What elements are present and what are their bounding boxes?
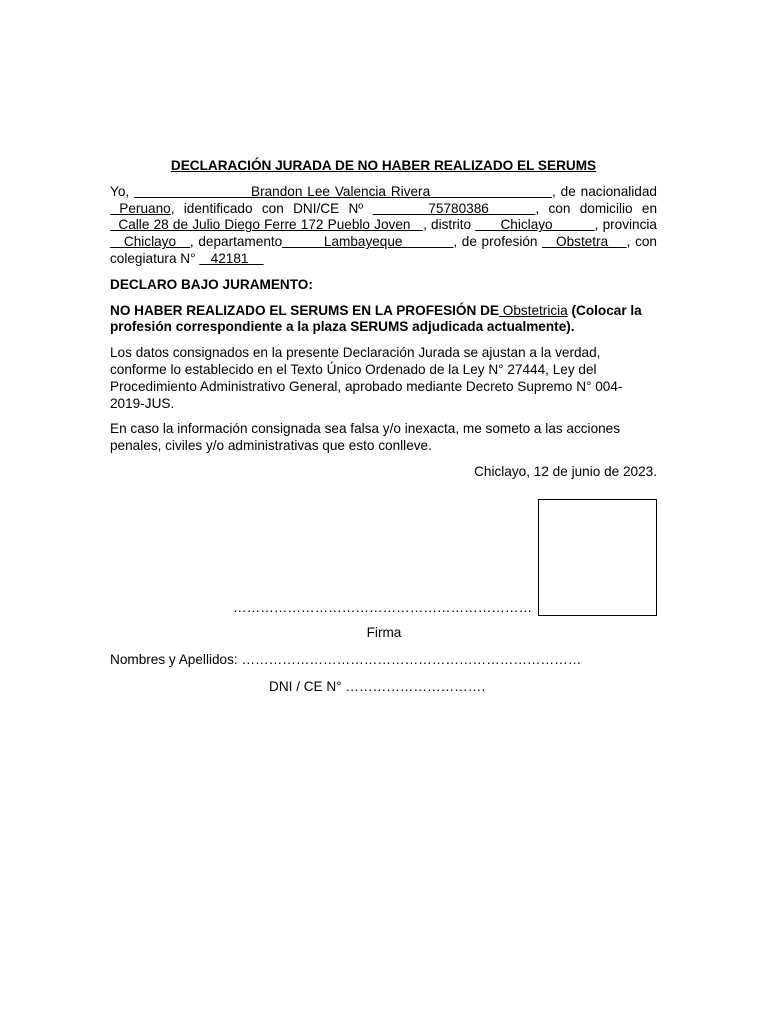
no-haber-profession-field: Obstetricia	[498, 302, 568, 318]
name-field: Brandon Lee Valencia Rivera	[134, 183, 552, 199]
intro-paragraph	[110, 184, 657, 268]
declaro-heading: DECLARO BAJO JURAMENTO:	[110, 276, 313, 292]
intro-text-2: , de nacionalidad	[552, 183, 657, 199]
place-date: Chiclayo, 12 de junio de 2023.	[474, 463, 657, 479]
department-field: Lambayeque	[282, 234, 454, 250]
signature-line: …………………………………………………………	[233, 600, 533, 615]
district-field: Chiclayo	[475, 217, 595, 233]
fingerprint-box	[538, 499, 657, 616]
document-body	[110, 158, 657, 481]
profession-field: Obstetra	[542, 234, 627, 250]
intro-text-3: , identificado con DNI/CE Nº	[170, 200, 373, 216]
intro-text-5: , distrito	[423, 217, 476, 233]
no-haber-text-1: NO HABER REALIZADO EL SERUMS EN LA PROFESIÓN DE	[110, 302, 499, 318]
intro-text-6: , provincia	[594, 217, 657, 233]
firma-label: Firma	[366, 625, 402, 640]
intro-text-9: , con colegiatura N°	[110, 234, 657, 266]
nationality-field: Peruano	[110, 200, 171, 216]
datos-paragraph: Los datos consignados en la presente Declaración Jurada se ajustan a la verdad, conforme lo establecido en el Texto Único Ordenado de la Ley N° 27444, Ley del Procedimiento Administrativo General, aprobado mediante Decreto Supremo N° 004-2019-JUS.	[110, 345, 623, 411]
intro-text-1: Yo,	[110, 183, 135, 199]
intro-text-8: , de profesión	[453, 234, 543, 250]
falsa-paragraph: En caso la información consignada sea falsa y/o inexacta, me someto a las acciones penales, civiles y/o administrativas que esto conlleve.	[110, 421, 621, 454]
colegiatura-field: 42181	[199, 250, 264, 266]
document-title: DECLARACIÓN JURADA DE NO HABER REALIZADO EL SERUMS	[170, 158, 597, 173]
address-field: Calle 28 de Julio Diego Ferre 172 Pueblo Joven	[110, 217, 424, 233]
no-haber-paragraph	[110, 303, 657, 337]
intro-text-4: , con domicilio en	[535, 200, 658, 216]
intro-text-7: , departamento	[189, 234, 283, 250]
dni-line: DNI / CE N° ………………………….	[269, 679, 486, 694]
nombres-line: Nombres y Apellidos: …………………………………………………………………	[110, 652, 582, 667]
province-field: Chiclayo	[110, 234, 190, 250]
dni-field: 75780386	[372, 200, 536, 216]
no-haber-text-2: (Colocar la profesión correspondiente a la plaza SERUMS adjudicada actualmente).	[110, 302, 642, 335]
